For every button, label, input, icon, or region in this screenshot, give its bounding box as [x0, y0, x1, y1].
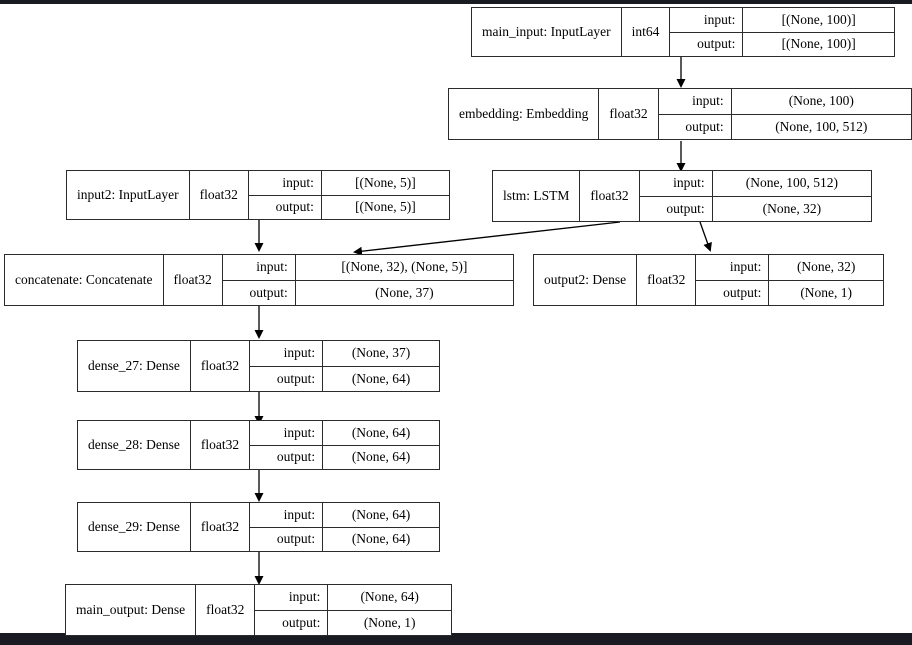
node-output2[interactable] — [533, 254, 884, 306]
node-output2-dtype: float32 — [636, 255, 695, 305]
input-label: input: — [250, 503, 323, 527]
node-dense-29-output-value: (None, 64) — [351, 531, 411, 547]
node-output2-output-row — [696, 281, 883, 306]
node-main-output-name: main_output: Dense — [76, 602, 186, 617]
input-label: input: — [640, 171, 713, 196]
node-dense-27-output-value: (None, 64) — [351, 370, 411, 386]
node-embedding[interactable] — [448, 88, 912, 140]
node-dense-28-input-value: (None, 64) — [351, 424, 411, 440]
node-input2[interactable] — [66, 170, 450, 220]
node-output2-input-row — [696, 255, 883, 281]
input-label: input: — [250, 421, 323, 445]
node-main-output-output-value: (None, 1) — [363, 614, 416, 630]
output-label: output: — [250, 446, 323, 470]
node-dense-27-dtype: float32 — [190, 341, 249, 391]
node-lstm-output-value: (None, 32) — [762, 200, 822, 216]
output-label: output: — [670, 33, 743, 57]
node-output2-output-value: (None, 1) — [800, 284, 853, 300]
node-concatenate-input-value: [(None, 32), (None, 5)] — [341, 259, 468, 275]
node-dense-28-output-row — [250, 446, 439, 470]
node-dense-29-io — [249, 503, 439, 551]
input-label: input: — [255, 585, 328, 610]
input-label: input: — [659, 89, 732, 114]
node-dense-29-input-row — [250, 503, 439, 528]
node-concatenate-output-value: (None, 37) — [375, 284, 434, 300]
node-dense-27-input-value: (None, 37) — [351, 345, 411, 361]
node-lstm-input-row — [640, 171, 871, 197]
output-label: output: — [250, 367, 323, 392]
node-input2-input-row — [249, 171, 449, 196]
node-embedding-output-value: (None, 100, 512) — [775, 118, 868, 134]
node-lstm-dtype: float32 — [579, 171, 638, 221]
node-concatenate-name: concatenate: Concatenate — [15, 272, 153, 287]
input-label: input: — [250, 341, 323, 366]
node-input2-io — [248, 171, 449, 219]
node-main-output-io — [254, 585, 451, 635]
node-main-input[interactable] — [471, 7, 895, 57]
node-lstm[interactable] — [492, 170, 872, 222]
node-main-input-output-row — [670, 33, 894, 57]
node-lstm-io — [639, 171, 871, 221]
node-input2-output-value: [(None, 5)] — [355, 199, 416, 215]
node-output2-input-value: (None, 32) — [796, 259, 856, 275]
node-main-input-input-value: [(None, 100)] — [781, 11, 856, 27]
node-dense-27[interactable] — [77, 340, 440, 392]
node-main-input-input-row — [670, 8, 894, 33]
node-dense-29-input-value: (None, 64) — [351, 506, 411, 522]
node-main-output-input-value: (None, 64) — [360, 589, 419, 605]
node-embedding-name: embedding: Embedding — [459, 106, 589, 121]
node-dense-28-name: dense_28: Dense — [88, 437, 180, 452]
input-label: input: — [696, 255, 769, 280]
output-label: output: — [659, 115, 732, 140]
node-lstm-output-row — [640, 197, 871, 222]
node-input2-dtype: float32 — [189, 171, 248, 219]
node-dense-27-name: dense_27: Dense — [88, 358, 180, 373]
top-border-bar — [0, 0, 912, 4]
output-label: output: — [255, 611, 328, 636]
node-dense-27-output-row — [250, 367, 439, 392]
node-main-output-input-row — [255, 585, 451, 611]
node-main-output-dtype: float32 — [195, 585, 254, 635]
input-label: input: — [670, 8, 743, 32]
node-main-input-output-value: [(None, 100)] — [781, 36, 856, 52]
node-main-output[interactable] — [65, 584, 452, 636]
output-label: output: — [223, 281, 296, 306]
node-dense-27-io — [249, 341, 439, 391]
output-label: output: — [696, 281, 769, 306]
node-dense-29-dtype: float32 — [190, 503, 249, 551]
node-dense-28-input-row — [250, 421, 439, 446]
output-label: output: — [249, 196, 322, 220]
node-dense-29-name: dense_29: Dense — [88, 519, 180, 534]
node-embedding-output-row — [659, 115, 911, 140]
node-concatenate-dtype: float32 — [163, 255, 222, 305]
node-embedding-input-value: (None, 100) — [788, 93, 854, 109]
node-embedding-io — [658, 89, 911, 139]
node-dense-27-input-row — [250, 341, 439, 367]
node-dense-28[interactable] — [77, 420, 440, 470]
node-embedding-input-row — [659, 89, 911, 115]
node-dense-28-dtype: float32 — [190, 421, 249, 469]
node-lstm-name: lstm: LSTM — [503, 188, 570, 203]
node-output2-io — [695, 255, 883, 305]
node-input2-input-value: [(None, 5)] — [355, 174, 416, 190]
node-main-output-output-row — [255, 611, 451, 636]
node-main-input-name: main_input: InputLayer — [482, 24, 611, 39]
node-concatenate-output-row — [223, 281, 513, 306]
node-dense-29-output-row — [250, 528, 439, 552]
node-input2-output-row — [249, 196, 449, 220]
output-label: output: — [640, 197, 713, 222]
node-output2-name: output2: Dense — [544, 272, 627, 287]
input-label: input: — [223, 255, 296, 280]
node-concatenate-io — [222, 255, 513, 305]
node-main-input-dtype: int64 — [621, 8, 670, 56]
node-embedding-dtype: float32 — [598, 89, 657, 139]
node-dense-29[interactable] — [77, 502, 440, 552]
input-label: input: — [249, 171, 322, 195]
node-lstm-input-value: (None, 100, 512) — [745, 175, 838, 191]
node-dense-28-output-value: (None, 64) — [351, 449, 411, 465]
node-dense-28-io — [249, 421, 439, 469]
node-concatenate-input-row — [223, 255, 513, 281]
node-main-input-io — [669, 8, 894, 56]
node-concatenate[interactable] — [4, 254, 514, 306]
node-input2-name: input2: InputLayer — [77, 187, 179, 202]
output-label: output: — [250, 528, 323, 552]
